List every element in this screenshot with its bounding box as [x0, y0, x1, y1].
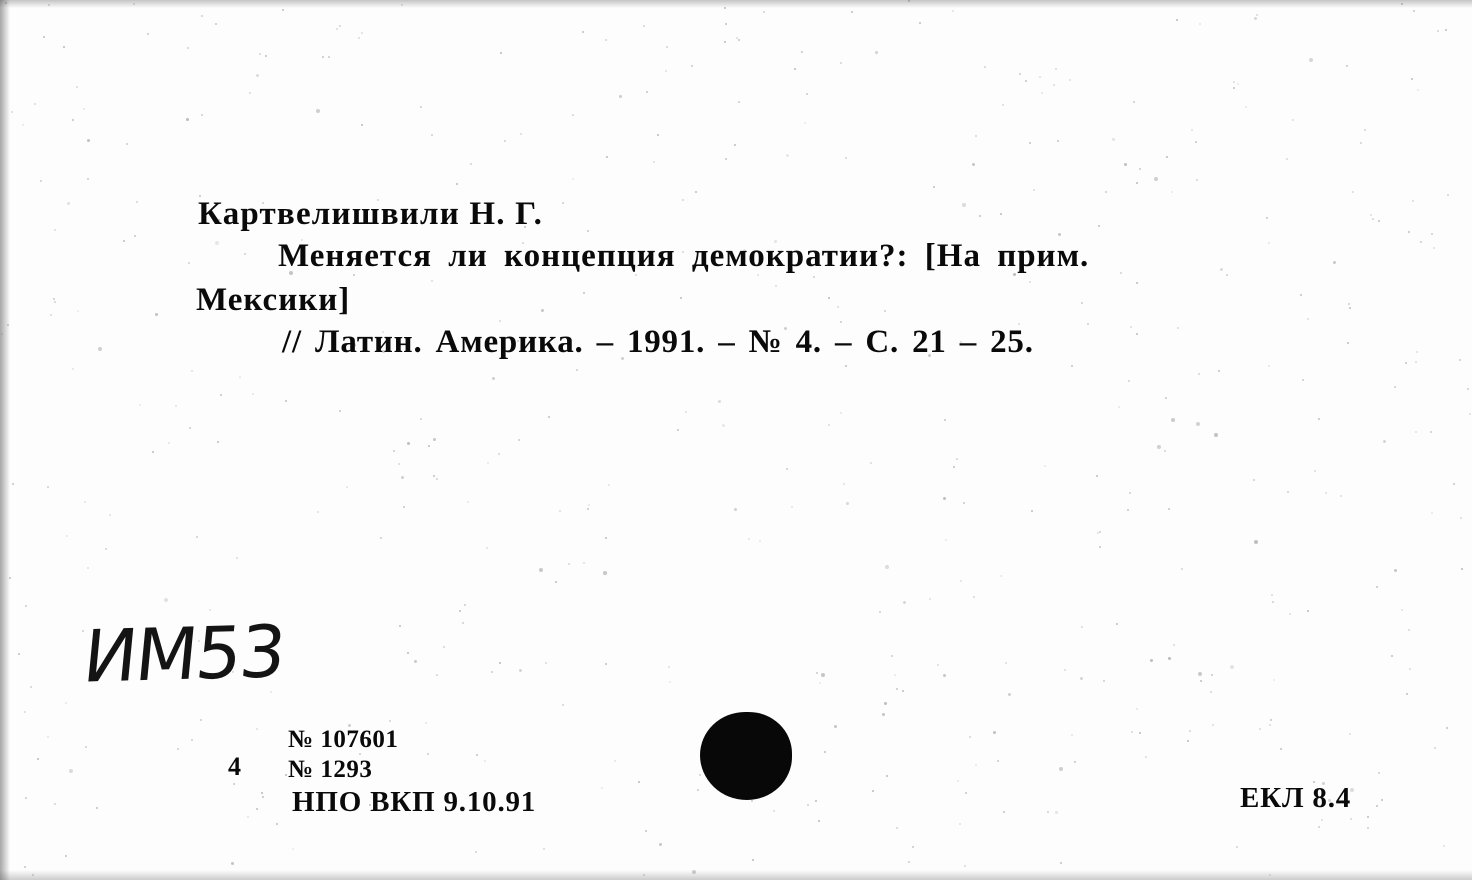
scan-edge-left	[0, 0, 10, 880]
record-title-line-2: Мексики]	[196, 282, 351, 318]
record-author: Картвелишвили Н. Г.	[198, 196, 544, 232]
organization-stamp-line: НПО ВКП 9.10.91	[292, 786, 537, 818]
scan-edge-bottom	[0, 870, 1472, 880]
ink-blot-mark	[700, 712, 792, 800]
handwritten-shelf-mark: ИМ53	[79, 609, 288, 699]
classification-code: ЕКЛ 8.4	[1240, 782, 1352, 814]
record-title-line-1: Меняется ли концепция демократии?: [На прим.	[278, 238, 1090, 274]
inventory-number-2: № 1293	[288, 756, 373, 783]
copy-count: 4	[228, 752, 242, 781]
record-source-citation: // Латин. Америка. – 1991. – № 4. – С. 21 – 25.	[282, 324, 1034, 360]
inventory-number-1: № 107601	[288, 726, 399, 753]
scan-edge-top	[0, 0, 1472, 8]
